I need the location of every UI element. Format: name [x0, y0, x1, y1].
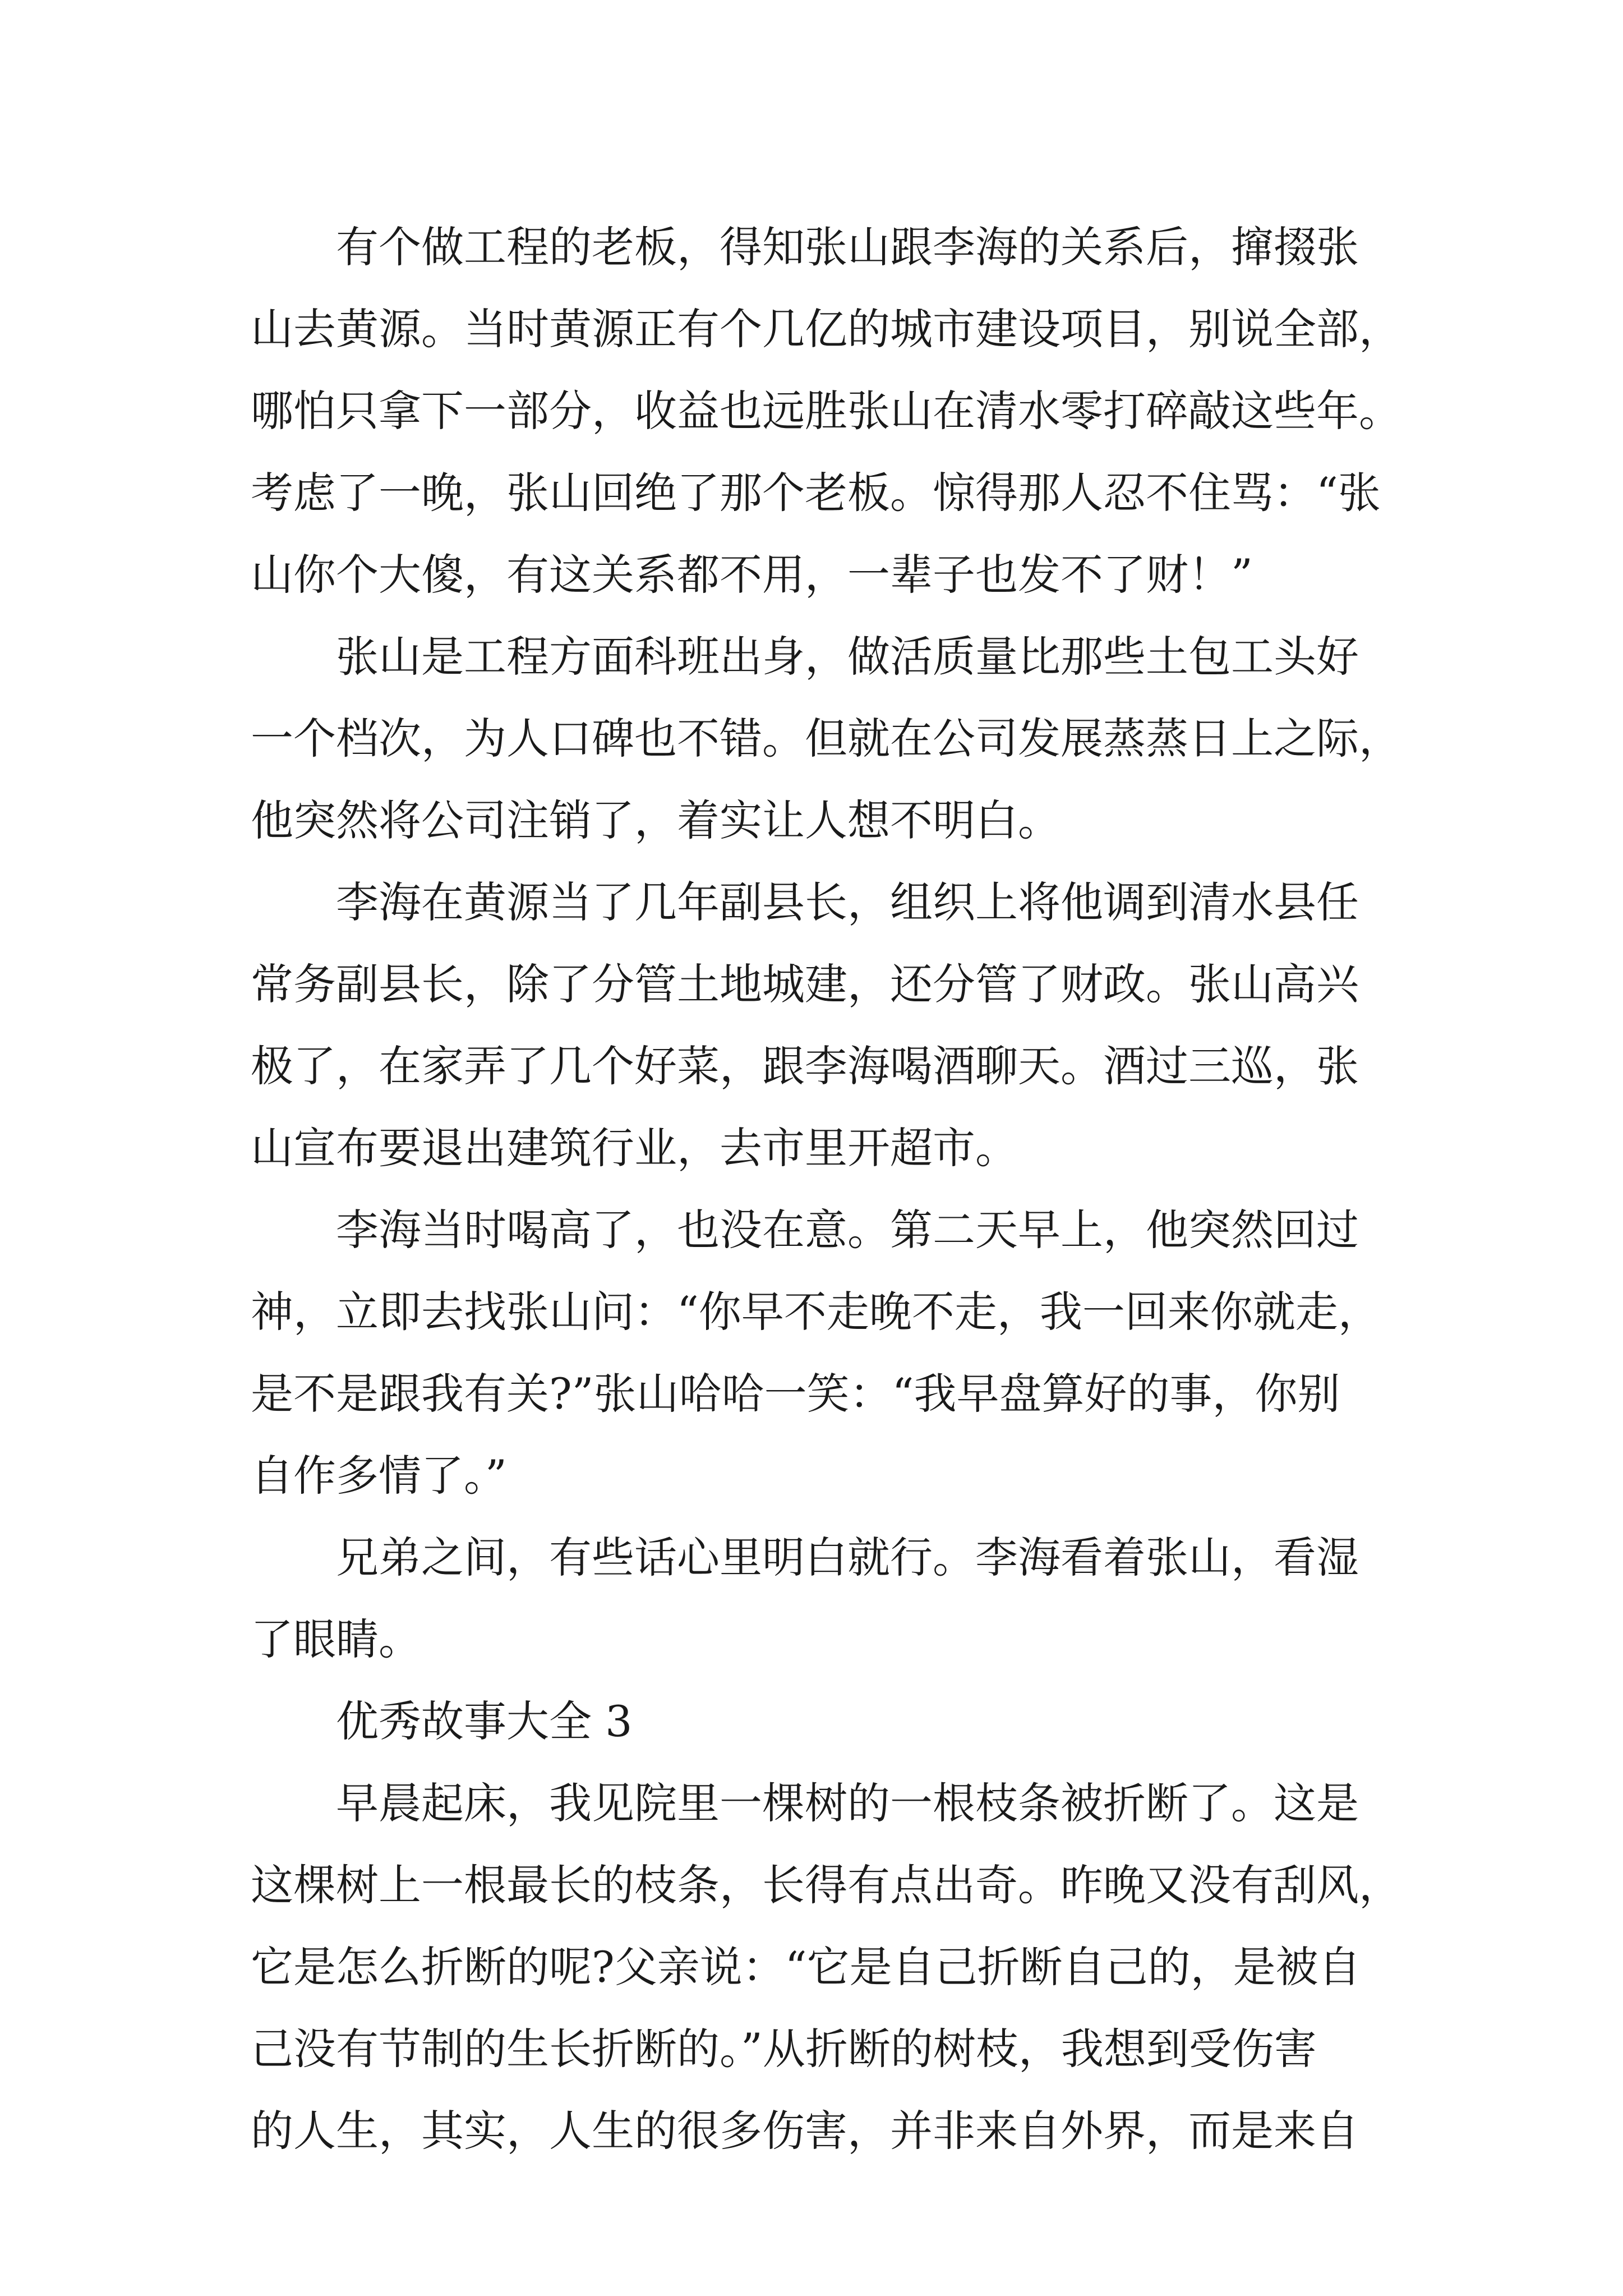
text-line: 的人生，其实，人生的很多伤害，并非来自外界，而是来自: [251, 2106, 1359, 2156]
text-line: 极了，在家弄了几个好菜，跟李海喝酒聊天。酒过三巡，张: [251, 1041, 1359, 1091]
text-line: 哪怕只拿下一部分，收益也远胜张山在清水零打碎敲这些年。: [251, 386, 1401, 436]
text-line: 山宣布要退出建筑行业，去市里开超市。: [251, 1123, 1018, 1173]
text-line: 山去黄源。当时黄源正有个几亿的城市建设项目，别说全部，: [251, 304, 1401, 354]
document-body: [251, 206, 1440, 2172]
text-line: 自作多情了。”: [251, 1451, 507, 1501]
text-line: 己没有节制的生长折断的。”从折断的树枝，我想到受伤害: [251, 2024, 1317, 2074]
text-line: 山你个大傻，有这关系都不用，一辈子也发不了财！”: [251, 550, 1253, 600]
text-line: 李海当时喝高了，也没在意。第二天早上，他突然回过: [336, 1205, 1359, 1255]
text-line: 是不是跟我有关?”张山哈哈一笑：“我早盘算好的事，你别: [251, 1369, 1340, 1419]
text-line: 张山是工程方面科班出身，做活质量比那些土包工头好: [336, 632, 1359, 682]
text-line: 考虑了一晚，张山回绝了那个老板。惊得那人忍不住骂：“张: [251, 468, 1381, 518]
text-line: 兄弟之间，有些话心里明白就行。李海看着张山，看湿: [336, 1533, 1359, 1582]
text-line: 早晨起床，我见院里一棵树的一根枝条被折断了。这是: [336, 1778, 1359, 1828]
text-line: 神，立即去找张山问：“你早不走晚不走，我一回来你就走，: [251, 1287, 1381, 1337]
text-line: 有个做工程的老板，得知张山跟李海的关系后，撺掇张: [336, 222, 1359, 272]
text-line: 这棵树上一根最长的枝条，长得有点出奇。昨晚又没有刮风，: [251, 1860, 1401, 1910]
text-line: 它是怎么折断的呢?父亲说：“它是自己折断自己的，是被自: [251, 1942, 1361, 1992]
text-line: 一个档次，为人口碑也不错。但就在公司发展蒸蒸日上之际，: [251, 714, 1401, 763]
text-line: 常务副县长，除了分管土地城建，还分管了财政。张山高兴: [251, 959, 1359, 1009]
text-line: 优秀故事大全 3: [336, 1696, 633, 1746]
text-line: 他突然将公司注销了，着实让人想不明白。: [251, 795, 1061, 845]
text-line: 李海在黄源当了几年副县长，组织上将他调到清水县任: [336, 877, 1359, 927]
text-line: 了眼睛。: [251, 1614, 421, 1664]
